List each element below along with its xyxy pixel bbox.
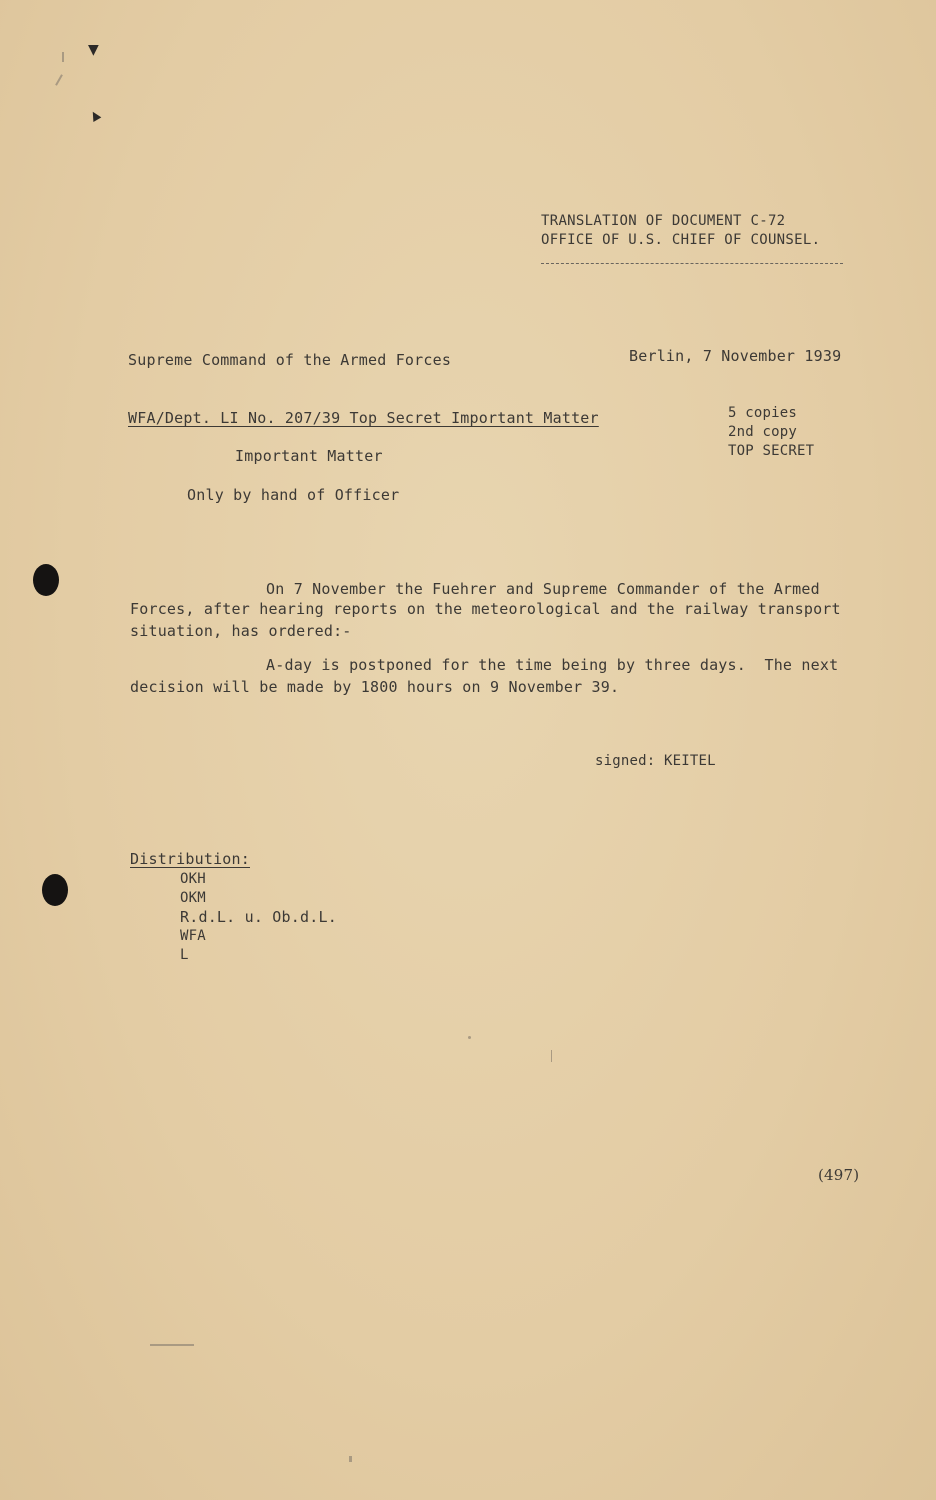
distribution-item: WFA xyxy=(180,928,206,944)
speck xyxy=(468,1036,471,1039)
page-number: (497) xyxy=(818,1166,860,1184)
office-header: OFFICE OF U.S. CHIEF OF COUNSEL. xyxy=(541,232,821,248)
classification: TOP SECRET xyxy=(728,443,815,459)
body-paragraph-2-line-2: decision will be made by 1800 hours on 9 November 39. xyxy=(130,678,620,696)
signature: signed: KEITEL xyxy=(595,753,716,769)
distribution-label: Distribution: xyxy=(130,850,250,868)
header-rule xyxy=(541,263,843,264)
copy-number: 2nd copy xyxy=(728,424,798,440)
speck xyxy=(150,1344,194,1346)
smudge xyxy=(62,52,64,62)
distribution-item: L xyxy=(180,947,189,963)
body-paragraph-1-line-1: On 7 November the Fuehrer and Supreme Commander of the Armed xyxy=(266,580,820,598)
place-date: Berlin, 7 November 1939 xyxy=(629,347,842,365)
distribution-item: OKM xyxy=(180,890,206,906)
body-paragraph-2-line-1: A-day is postponed for the time being by three days. The next xyxy=(266,656,839,674)
important-matter: Important Matter xyxy=(235,447,383,465)
distribution-item: OKH xyxy=(180,871,206,887)
by-hand-of-officer: Only by hand of Officer xyxy=(187,486,400,504)
speck xyxy=(349,1456,352,1462)
smudge xyxy=(55,74,63,85)
body-paragraph-1-line-2: Forces, after hearing reports on the meteorological and the railway transport xyxy=(130,600,841,618)
speck xyxy=(551,1050,552,1062)
ink-mark: ▼ xyxy=(88,42,99,58)
copies-count: 5 copies xyxy=(728,405,798,421)
body-paragraph-1-line-3: situation, has ordered:- xyxy=(130,622,352,640)
ink-mark: ▲ xyxy=(87,106,103,124)
punch-hole xyxy=(42,874,68,906)
reference-number: WFA/Dept. LI No. 207/39 Top Secret Important Matter xyxy=(128,409,599,427)
sender: Supreme Command of the Armed Forces xyxy=(128,351,452,369)
translation-header: TRANSLATION OF DOCUMENT C-72 xyxy=(541,213,786,229)
punch-hole xyxy=(33,564,59,596)
distribution-item: R.d.L. u. Ob.d.L. xyxy=(180,908,337,926)
